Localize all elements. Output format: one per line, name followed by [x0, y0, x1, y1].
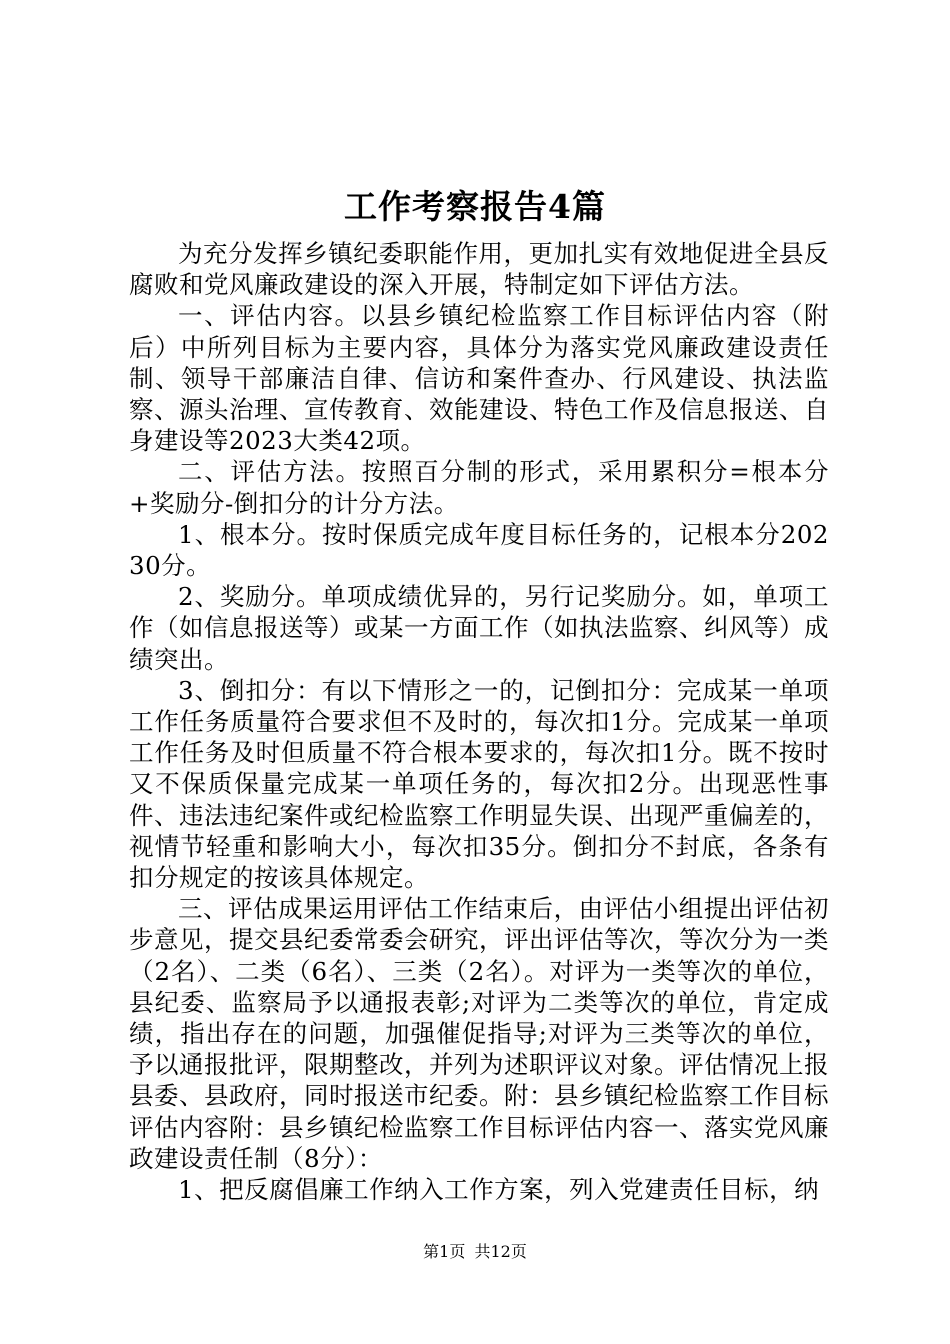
document-body — [129, 238, 829, 1205]
paragraph-item-2: 2、奖励分。单项成绩优异的，另行记奖励分。如，单项工作（如信息报送等）或某一方面工作（如执法监察、纠风等）成绩突出。 — [129, 582, 829, 674]
paragraph-section-3: 三、评估成果运用评估工作结束后，由评估小组提出评估初步意见，提交县纪委常委会研究，评出评估等次，等次分为一类（2名）、二类（6名）、三类（2名）。对评为一类等次的单位，县纪委、监察局予以通报表彰;对评为二类等次的单位，肯定成绩，指出存在的问题，加强催促指导;对评为三类等次的单位，予以通报批评，限期整改，并列为述职评议对象。评估情况上报县委、县政府，同时报送市纪委。附：县乡镇纪检监察工作目标评估内容附：县乡镇纪检监察工作目标评估内容一、落实党风廉政建设责任制（8分）： — [129, 894, 829, 1173]
paragraph-appendix-item-1: 1、把反腐倡廉工作纳入工作方案，列入党建责任目标，纳 — [178, 1175, 820, 1205]
page-footer — [0, 1240, 950, 1264]
paragraph-section-2: 二、评估方法。按照百分制的形式，采用累积分=根本分+奖励分-倒扣分的计分方法。 — [129, 457, 829, 518]
page-number: 第1页 — [423, 1242, 466, 1261]
document-title: 工作考察报告4篇 — [344, 187, 606, 226]
paragraph-item-3: 3、倒扣分：有以下情形之一的，记倒扣分：完成某一单项工作任务质量符合要求但不及时的，每次扣1分。完成某一单项工作任务及时但质量不符合根本要求的，每次扣1分。既不按时又不保质保量完成某一单项任务的，每次扣2分。出现恶性事件、违法违纪案件或纪检监察工作明显失误、出现严重偏差的，视情节轻重和影响大小，每次扣35分。倒扣分不封底，各条有扣分规定的按该具体规定。 — [129, 675, 829, 893]
paragraph-section-1: 一、评估内容。以县乡镇纪检监察工作目标评估内容（附后）中所列目标为主要内容，具体分为落实党风廉政建设责任制、领导干部廉洁自律、信访和案件查办、行风建设、执法监察、源头治理、宣传教育、效能建设、特色工作及信息报送、自身建设等2023大类42项。 — [129, 301, 829, 456]
paragraph-intro: 为充分发挥乡镇纪委职能作用，更加扎实有效地促进全县反腐败和党风廉政建设的深入开展，特制定如下评估方法。 — [129, 239, 829, 300]
paragraph-item-1: 1、根本分。按时保质完成年度目标任务的，记根本分20230分。 — [129, 519, 829, 581]
page-total: 共12页 — [474, 1242, 527, 1261]
